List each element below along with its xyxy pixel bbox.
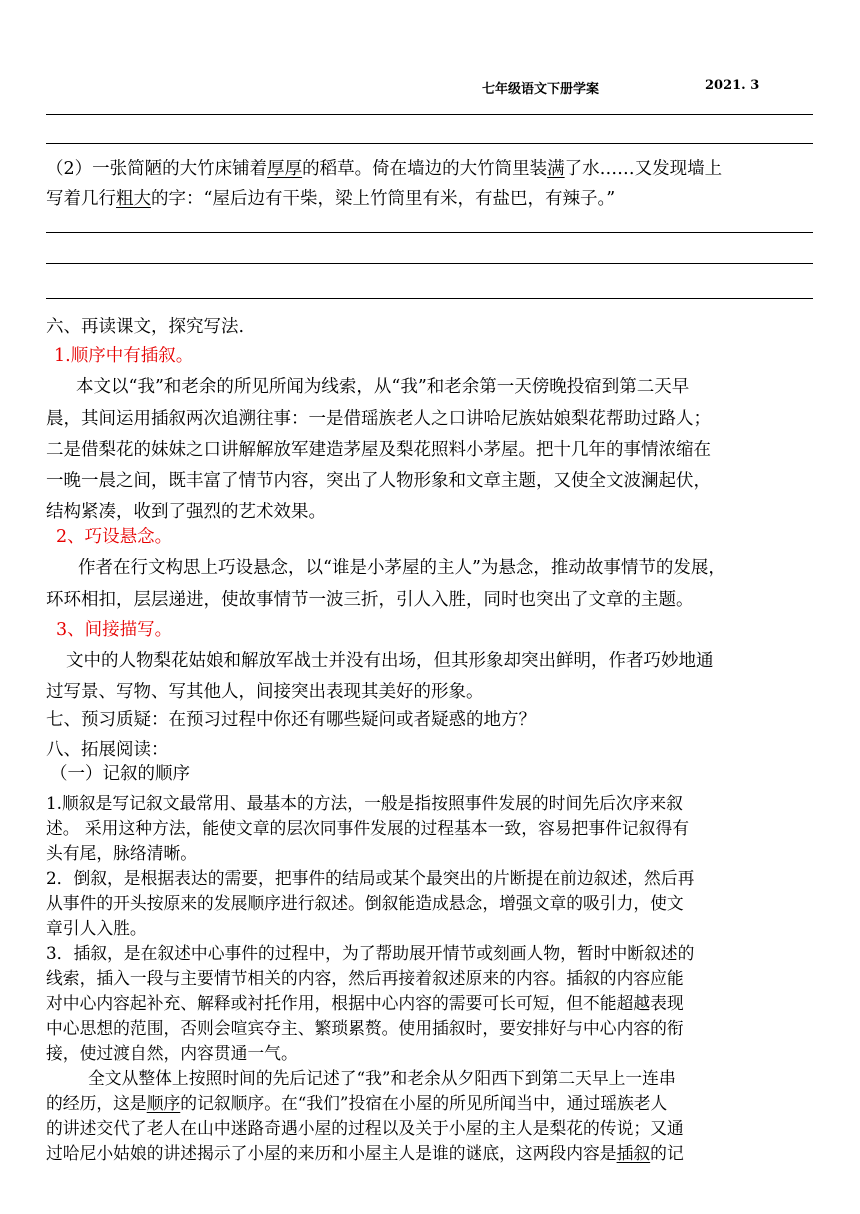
- item-2-line: 2．倒叙，是根据表达的需要，把事件的结局或某个最突出的片断提在前边叙述，然后再: [46, 868, 695, 888]
- final-paragraph-line: 的讲述交代了老人在山中迷路奇遇小屋的过程以及关于小屋的主人是梨花的传说；又通: [46, 1118, 684, 1138]
- section-6-heading-1: 1.顺序中有插叙。: [54, 346, 194, 366]
- paragraph-line: 结构紧凑，收到了强烈的艺术效果。: [46, 502, 326, 522]
- answer-line: [46, 263, 813, 264]
- header-course: 七年级语文下册学案: [482, 82, 600, 97]
- item-1-line: 头有尾，脉络清晰。: [46, 843, 198, 863]
- item-3-line: 对中心内容起补充、解释或衬托作用，根据中心内容的需要可长可短，但不能超越表现: [46, 993, 684, 1013]
- item-3-line: 3．插叙，是在叙述中心事件的过程中，为了帮助展开情节或刻画人物，暂时中断叙述的: [46, 943, 695, 963]
- answer-line: [46, 232, 813, 233]
- item-3-line: 接，使过渡自然，内容贯通一气。: [46, 1043, 298, 1063]
- answer-line: [46, 114, 813, 115]
- paragraph-line: 文中的人物梨花姑娘和解放军战士并没有出场，但其形象却突出鲜明，作者巧妙地通: [66, 651, 714, 671]
- paragraph-line: 晨，其间运用插叙两次追溯往事：一是借瑶族老人之口讲哈尼族姑娘梨花帮助过路人；: [46, 409, 711, 429]
- paragraph-line: 过写景、写物、写其他人，间接突出表现其美好的形象。: [46, 682, 484, 702]
- paragraph-line: 环环相扣，层层递进，使故事情节一波三折，引人入胜，同时也突出了文章的主题。: [46, 590, 694, 610]
- item-1-line: 述。 采用这种方法，能使文章的层次同事件发展的过程基本一致，容易把事件记叙得有: [46, 818, 690, 838]
- final-paragraph-line: 过哈尼小姑娘的讲述揭示了小屋的来历和小屋主人是谁的谜底，这两段内容是插叙的记: [46, 1143, 684, 1163]
- item-3-line: 线索，插入一段与主要情节相关的内容，然后再接着叙述原来的内容。插叙的内容应能: [46, 968, 684, 988]
- q2-line-2: 写着几行粗大的字：“屋后边有干柴，梁上竹筒里有米，有盐巴，有辣子。”: [46, 189, 616, 209]
- paragraph-line: 一晚一晨之间，既丰富了情节内容，突出了人物形象和文章主题，又使全文波澜起伏，: [46, 471, 711, 491]
- item-2-line: 从事件的开头按原来的发展顺序进行叙述。倒叙能造成悬念，增强文章的吸引力，使文: [46, 893, 684, 913]
- item-3-line: 中心思想的范围，否则会喧宾夺主、繁琐累赘。使用插叙时，要安排好与中心内容的衔: [46, 1018, 684, 1038]
- section-8-subtitle: （一）记叙的顺序: [50, 764, 190, 784]
- section-6-heading-3: 3、间接描写。: [56, 620, 173, 640]
- header-date: 2021. 3: [705, 78, 760, 93]
- underlined-word: 插叙: [616, 1143, 651, 1163]
- item-1-line: 1.顺叙是写记叙文最常用、最基本的方法，一般是指按照事件发展的时间先后次序来叙: [46, 793, 683, 813]
- section-6-heading-2: 2、巧设悬念。: [56, 527, 173, 547]
- section-7-title: 七、预习质疑：在预习过程中你还有哪些疑问或者疑惑的地方？: [46, 710, 536, 730]
- final-paragraph-line: 全文从整体上按照时间的先后记述了“我”和老余从夕阳西下到第二天早上一连串: [88, 1068, 676, 1088]
- final-paragraph-line: 的经历，这是顺序的记叙顺序。在“我们”投宿在小屋的所见所闻当中，通过瑶族老人: [46, 1093, 668, 1113]
- answer-line: [46, 298, 813, 299]
- underlined-word: 满: [547, 159, 565, 179]
- paragraph-line: 本文以“我”和老余的所见所闻为线索，从“我”和老余第一天傍晚投宿到第二天早: [76, 377, 690, 397]
- answer-line: [46, 143, 813, 144]
- underlined-word: 粗大: [116, 189, 151, 209]
- underlined-word: 厚厚: [267, 159, 303, 179]
- paragraph-line: 二是借梨花的妹妹之口讲解解放军建造茅屋及梨花照料小茅屋。把十几年的事情浓缩在: [46, 440, 711, 460]
- paragraph-line: 作者在行文构思上巧设悬念，以“谁是小茅屋的主人”为悬念，推动故事情节的发展，: [78, 558, 726, 578]
- underlined-word: 顺序: [146, 1093, 181, 1113]
- section-6-title: 六、再读课文，探究写法.: [46, 317, 245, 337]
- q2-line-1: （2）一张简陋的大竹床铺着厚厚的稻草。倚在墙边的大竹筒里装满了水……又发现墙上: [46, 159, 723, 179]
- item-2-line: 章引人入胜。: [46, 918, 147, 938]
- section-8-title: 八、拓展阅读：: [46, 740, 169, 760]
